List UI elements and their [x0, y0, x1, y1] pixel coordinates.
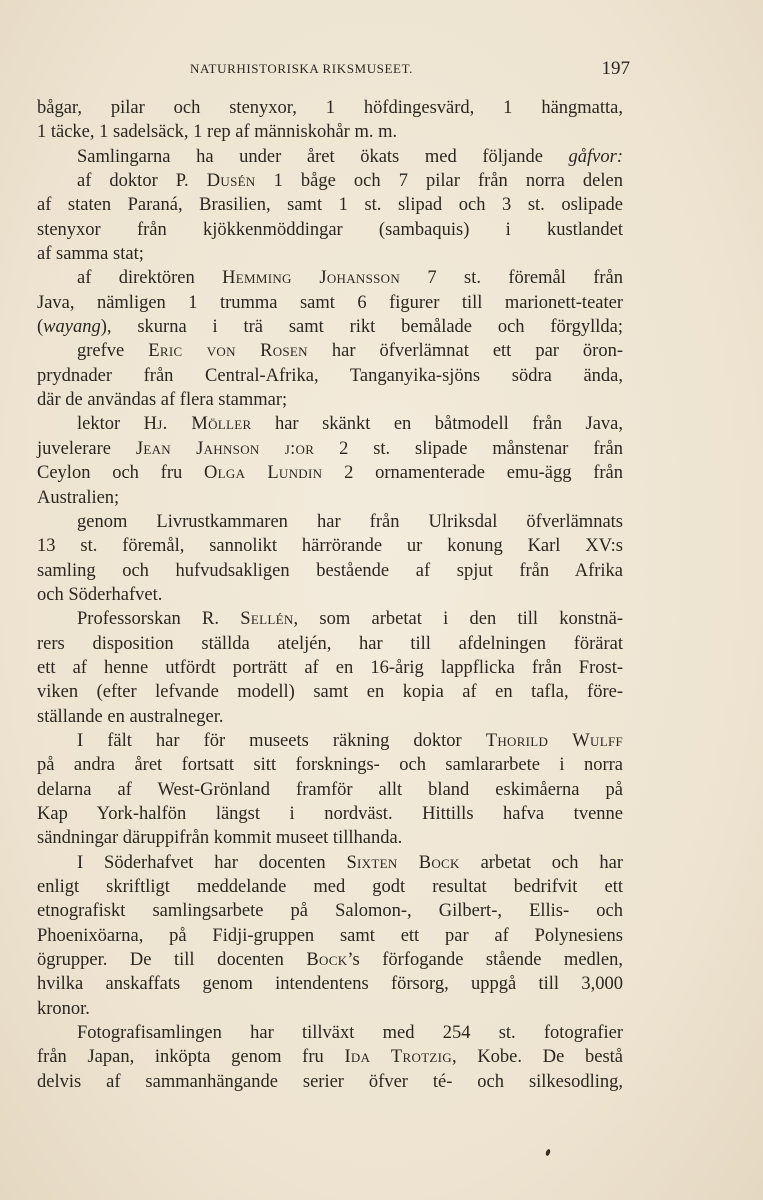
- text-line: etnografiskt samlingsarbete på Salomon-, Gilbert-, Ellis- och: [37, 901, 623, 922]
- text-line: [37, 1045, 623, 1069]
- text-line: [37, 169, 623, 193]
- text-line: Kap York-halfön längst i nordväst. Hittills hafva tvenne: [37, 803, 623, 824]
- text-line: delarna af West-Grönland framför allt bland eskimåerna på: [37, 779, 623, 800]
- text-line: [37, 145, 623, 169]
- text-line: Phoenixöarna, på Fidji-gruppen samt ett par af Polynesiens: [37, 925, 623, 946]
- text-segment: Professorskan R.: [77, 609, 241, 630]
- name-small-caps: Thorild Wulff: [485, 730, 623, 751]
- text-line: [37, 948, 623, 972]
- text-line: af samma stat;: [37, 244, 144, 265]
- running-title: NATURHISTORISKA RIKSMUSEET.: [190, 61, 414, 76]
- text-line: genom Livrustkammaren har från Ulriksdal öfverlämnats: [77, 511, 623, 532]
- text-line: [37, 412, 623, 436]
- text-line: viken (efter lefvande modell) samt en kopia af en tafla, före-: [37, 682, 623, 703]
- text-segment: grefve: [77, 341, 149, 362]
- body-text: [37, 96, 623, 1094]
- text-line: 13 st. föremål, sannolikt härrörande ur konung Karl XV:s: [37, 536, 623, 557]
- text-segment: I fält har för museets räkning doktor: [77, 730, 486, 751]
- text-line: [37, 339, 623, 363]
- italic-term: gåfvor:: [568, 146, 623, 167]
- text-segment: Ceylon och fru: [37, 463, 204, 484]
- text-line: [37, 315, 623, 339]
- text-line: samling och hufvudsakligen bestående af spjut från Afrika: [37, 560, 623, 581]
- text-line: [37, 607, 623, 631]
- text-segment: 2 st. slipade månstenar från: [314, 438, 623, 459]
- text-segment: ), skurna i trä samt rikt bemålade och förgyllda;: [100, 317, 623, 338]
- name-small-caps: Eric von Rosen: [148, 341, 308, 362]
- text-line: stenyxor från kjökkenmöddingar (sambaquis) i kustlandet: [37, 219, 623, 240]
- text-segment: har öfverlämnat ett par öron-: [307, 341, 624, 362]
- name-small-caps: Hj. Möller: [143, 414, 252, 435]
- text-line: af staten Paraná, Brasilien, samt 1 st. slipad och 3 st. oslipade: [37, 195, 623, 216]
- name-small-caps: Dusén: [206, 171, 256, 192]
- text-line: [37, 729, 623, 753]
- text-line: ett af henne utfördt porträtt af en 16-årig lappflicka från Frost-: [37, 657, 623, 678]
- text-line: ställande en australneger.: [37, 706, 224, 727]
- text-segment: , som arbetat i den till konstnä-: [293, 609, 623, 630]
- text-line: [37, 437, 623, 461]
- text-line: [37, 851, 623, 875]
- name-small-caps: Sixten Bock: [346, 852, 460, 873]
- text-line: Australien;: [37, 487, 120, 508]
- name-small-caps: Hemming Johansson: [222, 268, 401, 289]
- text-line: [37, 461, 623, 485]
- text-line: kronor.: [37, 998, 90, 1019]
- text-line: där de användas af flera stammar;: [37, 390, 288, 411]
- name-small-caps: Jean Jahnson j:or: [135, 438, 315, 459]
- text-line: enligt skriftligt meddelande med godt resultat bedrifvit ett: [37, 877, 623, 897]
- text-line: hvilka anskaffats genom intendentens försorg, uppgå till 3,000: [37, 974, 623, 995]
- text-segment: , Kobe. De bestå: [452, 1047, 623, 1068]
- text-segment: I Söderhafvet har docenten: [77, 852, 347, 873]
- text-line: sändningar däruppifrån kommit museet tillhanda.: [37, 828, 403, 849]
- name-small-caps: Bock: [306, 950, 348, 971]
- text-segment: har skänkt en båtmodell från Java,: [251, 414, 623, 435]
- name-small-caps: Olga Lundin: [204, 463, 323, 484]
- page-header: [40, 58, 630, 82]
- text-line: 1 täcke, 1 sadelsäck, 1 rep af människohår m. m.: [37, 122, 398, 143]
- text-segment: 7 st. föremål från: [400, 268, 623, 289]
- text-segment: arbetat och har: [459, 852, 623, 873]
- text-segment: från Japan, inköpta genom fru: [37, 1047, 345, 1068]
- text-segment: ögrupper. De till docenten: [37, 950, 307, 971]
- text-line: Java, nämligen 1 trumma samt 6 figurer till marionett-teater: [37, 292, 623, 313]
- text-segment: 1 båge och 7 pilar från norra delen: [255, 171, 623, 192]
- text-line: rers disposition ställda ateljén, har till afdelningen förärat: [37, 633, 623, 654]
- text-segment: 2 ornamenterade emu-ägg från: [322, 463, 624, 484]
- text-segment: lektor: [77, 414, 144, 435]
- text-line: bågar, pilar och stenyxor, 1 höfdingesvärd, 1 hängmatta,: [37, 98, 623, 118]
- text-line: [37, 266, 623, 290]
- text-line: på andra året fortsatt sitt forsknings- och samlararbete i norra: [37, 755, 623, 776]
- text-segment: (: [37, 317, 44, 338]
- name-small-caps: Sellén: [240, 609, 294, 630]
- text-segment: af doktor P.: [77, 171, 207, 192]
- text-line: Fotografisamlingen har tillväxt med 254 st. fotografier: [77, 1023, 623, 1044]
- page-number: 197: [601, 58, 630, 79]
- text-line: prydnader från Central-Afrika, Tanganyika-sjöns södra ända,: [37, 365, 623, 386]
- text-segment: Samlingarna ha under året ökats med följande: [77, 146, 569, 167]
- text-segment: ’s förfogande stående medlen,: [347, 950, 624, 971]
- text-line: och Söderhafvet.: [37, 584, 163, 605]
- text-segment: af direktören: [77, 268, 223, 289]
- name-small-caps: Ida Trotzig: [344, 1047, 452, 1068]
- text-line: delvis af sammanhängande serier öfver té- och silkesodling,: [37, 1071, 623, 1092]
- text-segment: juvelerare: [37, 438, 136, 459]
- italic-term: wayang: [43, 317, 101, 338]
- ink-spot-mark: [545, 1149, 551, 1157]
